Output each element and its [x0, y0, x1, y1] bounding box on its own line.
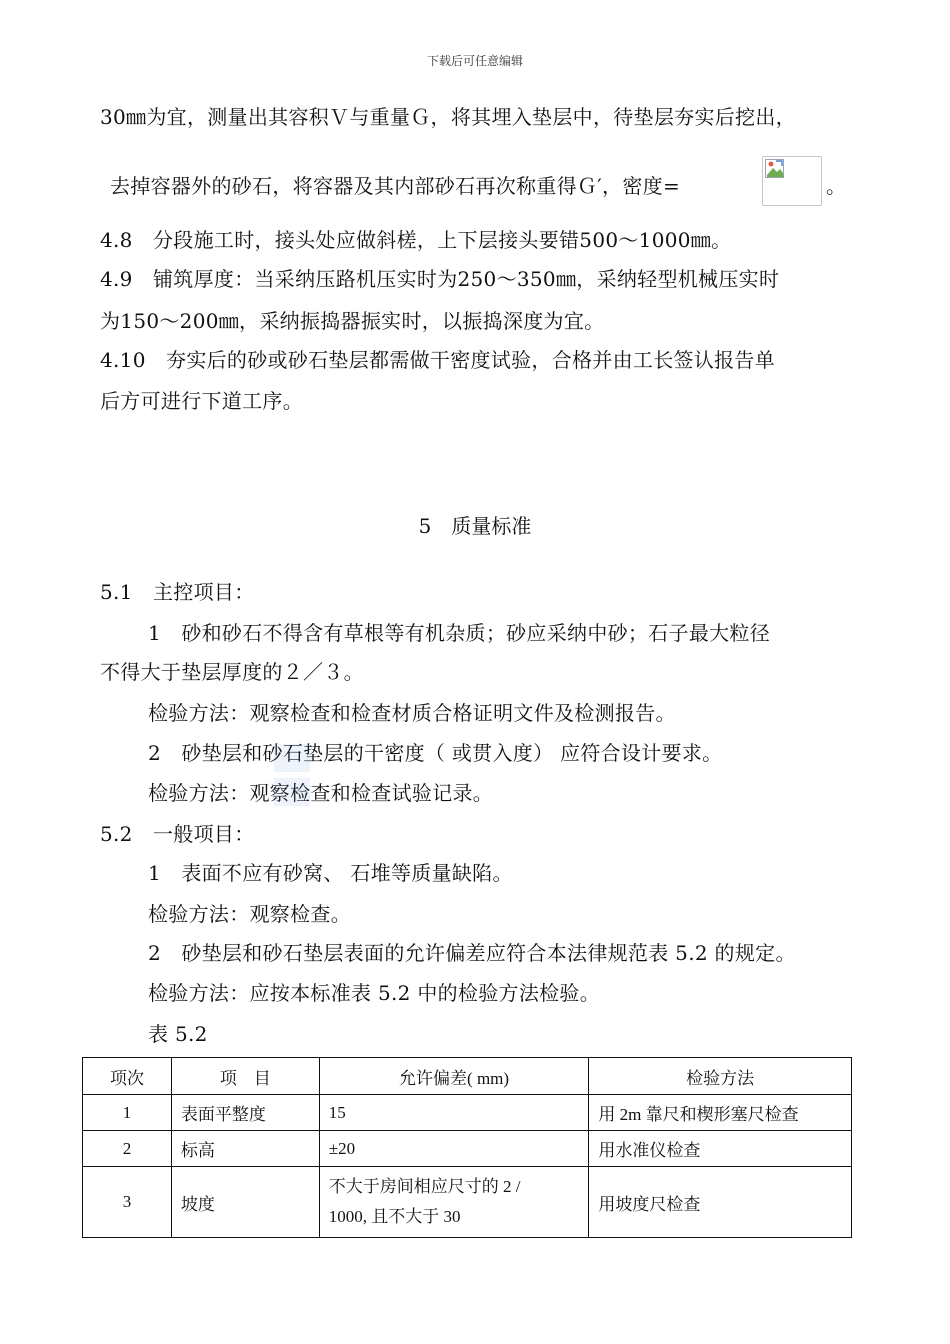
check-method-2: 检验方法：观察检查和检查试验记录。 [148, 781, 494, 805]
row-tolerance-line-2: 1000, 且不大于 30 [328, 1207, 461, 1226]
row-index: 2 [83, 1131, 172, 1167]
header-method: 检验方法 [589, 1058, 852, 1095]
check-method-4: 检验方法：应按本标准表 5.2 中的检验方法检验。 [148, 981, 601, 1005]
subsection-5-2: 5.2 一般项目： [100, 822, 255, 846]
section-heading: 5 质量标准 [418, 514, 532, 538]
general-item-2: 2 砂垫层和砂石垫层表面的允许偏差应符合本法律规范表 5.2 的规定。 [148, 941, 796, 965]
body-line-4-8: 4.8 分段施工时，接头处应做斜槎，上下层接头要错500～1000㎜。 [100, 228, 732, 252]
row-item: 坡度 [171, 1167, 319, 1238]
row-method: 用坡度尺检查 [589, 1167, 852, 1238]
table-row [83, 1167, 852, 1238]
item-1-line-2: 不得大于垫层厚度的２／３。 [100, 660, 364, 684]
row-index: 3 [83, 1167, 172, 1238]
item-1-line-1: 1 砂和砂石不得含有草根等有机杂质；砂应采纳中砂；石子最大粒径 [148, 621, 771, 645]
table-header-row [83, 1058, 852, 1095]
row-item: 表面平整度 [171, 1095, 319, 1131]
row-index: 1 [83, 1095, 172, 1131]
body-line-4-9: 4.9 铺筑厚度：当采纳压路机压实时为250～350㎜，采纳轻型机械压实时 [100, 267, 780, 291]
header-item: 项 目 [171, 1058, 319, 1095]
row-tolerance: ±20 [319, 1131, 589, 1167]
subsection-5-1: 5.1 主控项目： [100, 580, 255, 604]
body-line-4-9-cont: 为150～200㎜，采纳振捣器振实时，以振捣深度为宜。 [100, 309, 605, 333]
item-2-line: 2 砂垫层和砂石垫层的干密度（ 或贯入度） 应符合设计要求。 [148, 741, 723, 765]
header-tolerance: 允许偏差( mm) [319, 1058, 589, 1095]
header-index: 项次 [83, 1058, 172, 1095]
row-tolerance-line-1: 不大于房间相应尺寸的 2 / [328, 1177, 521, 1196]
row-tolerance [319, 1167, 589, 1238]
table-row [83, 1131, 852, 1167]
body-line-4-10: 4.10 夯实后的砂或砂石垫层都需做干密度试验，合格并由工长签认报告单 [100, 348, 776, 372]
density-formula-image [762, 156, 822, 206]
check-method-3: 检验方法：观察检查。 [148, 902, 351, 926]
row-tolerance: 15 [319, 1095, 589, 1131]
row-method: 用水准仪检查 [589, 1131, 852, 1167]
puzzle-watermark-icon [270, 740, 314, 810]
page-header-note: 下载后可任意编辑 [426, 54, 523, 68]
check-method-1: 检验方法：观察检查和检查材质合格证明文件及检测报告。 [148, 701, 676, 725]
body-line-1: 30㎜为宜，测量出其容积Ｖ与重量Ｇ，将其埋入垫层中，待垫层夯实后挖出， [100, 105, 796, 129]
body-line-4-10-cont: 后方可进行下道工序。 [100, 389, 303, 413]
body-line-2: 去掉容器外的砂石，将容器及其内部砂石再次称重得Ｇ′，密度= [110, 174, 680, 198]
table-caption: 表 5.2 [148, 1022, 208, 1046]
row-item: 标高 [171, 1131, 319, 1167]
body-line-2-end: 。 [826, 174, 847, 198]
table-row [83, 1095, 852, 1131]
tolerance-table [82, 1057, 852, 1238]
row-method: 用 2m 靠尺和楔形塞尺检查 [589, 1095, 852, 1131]
general-item-1: 1 表面不应有砂窝、 石堆等质量缺陷。 [148, 861, 513, 885]
